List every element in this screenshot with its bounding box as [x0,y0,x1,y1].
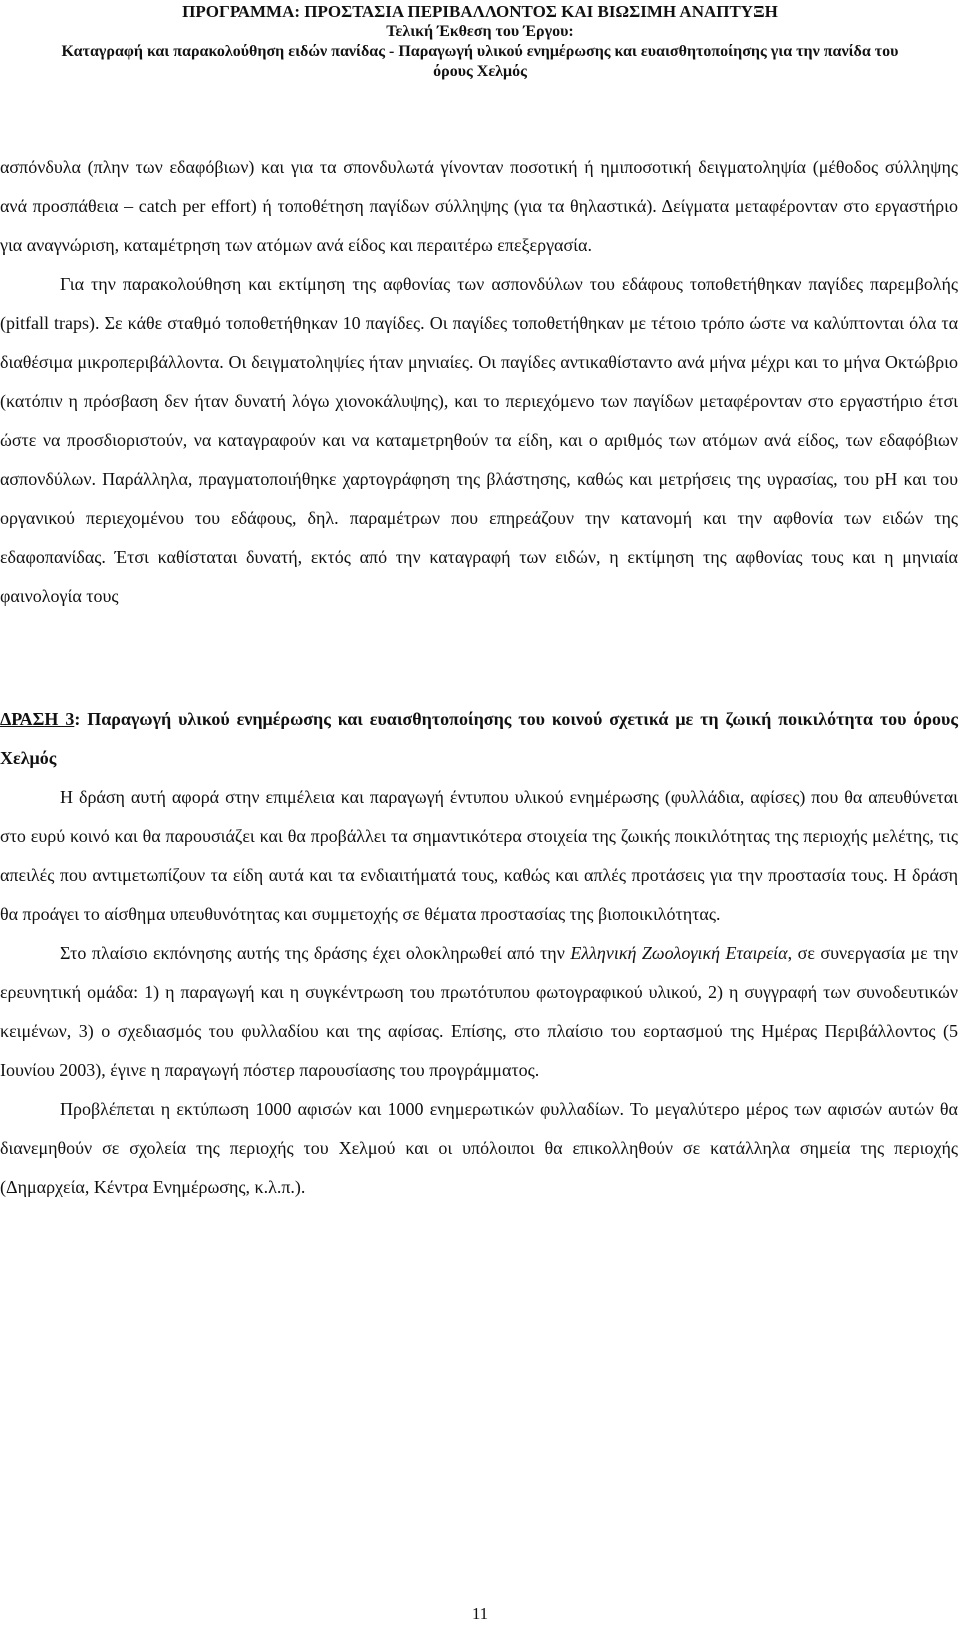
paragraph-3: Η δράση αυτή αφορά στην επιμέλεια και παραγωγή έντυπου υλικού ενημέρωσης (φυλλάδια, αφίσες) που θα απευθύνεται στο ευρύ κοινό και θα παρουσιάζει και θα προβάλλει τα σημαντικότερα στοιχεία της ζωικής ποικιλότητας της περιοχής μελέτης, τις απειλές που αντιμετωπίζουν τα είδη αυτά και τα ενδιαιτήματά τους, καθώς και απλές προτάσεις για την προστασία τους. Η δράση θα προάγει το αίσθημα υπευθυνότητας και συμμετοχής σε θέματα προστασίας της βιοποικιλότητας. [0,787,958,924]
section-spacer [0,616,958,700]
paragraph-1: ασπόνδυλα (πλην των εδαφόβιων) και για τα σπονδυλωτά γίνονταν ποσοτική ή ημιποσοτική δειγματοληψία (μέθοδος σύλληψης ανά προσπάθεια – catch per effort) ή τοποθέτηση παγίδων σύλληψης (για τα θηλαστικά). Δείγματα μεταφέρονταν στο εργαστήριο για αναγνώριση, καταμέτρηση των ατόμων ανά είδος και περαιτέρω επεξεργασία. [0,157,958,255]
header-program-title: ΠΡΟΓΡΑΜΜΑ: ΠΡΟΣΤΑΣΙΑ ΠΕΡΙΒΑΛΛΟΝΤΟΣ ΚΑΙ ΒΙΩΣΙΜΗ ΑΝΑΠΤΥΞΗ [182,2,778,21]
paragraph-5: Προβλέπεται η εκτύπωση 1000 αφισών και 1000 ενημερωτικών φυλλαδίων. Το μεγαλύτερο μέρος των αφισών αυτών θα διανεμηθούν σε σχολεία της περιοχής του Χελμού και οι υπόλοιποι θα επικολληθούν σε κατάλληλα σημεία της περιοχής (Δημαρχεία, Κέντρα Ενημέρωσης, κ.λ.π.). [0,1099,958,1197]
section-heading-label: ΔΡΑΣΗ 3 [0,709,75,729]
page-number: 11 [471,1604,489,1623]
header-project-title-cont: όρους Χελμός [433,63,527,80]
organization-name: Ελληνική Ζωολογική Εταιρεία [570,943,788,963]
section-heading-text: : Παραγωγή υλικού ενημέρωσης και ευαισθητοποίησης του κοινού σχετικά με τη ζωική ποικιλότητα του όρους Χελμός [0,709,958,768]
header-project-title: Καταγραφή και παρακολούθηση ειδών πανίδας - Παραγωγή υλικού ενημέρωσης και ευαισθητοποίησης για την πανίδα του [61,43,899,60]
paragraph-4-start: Στο πλαίσιο εκπόνησης αυτής της δράσης έχει ολοκληρωθεί από την [60,943,571,963]
section-heading [0,700,958,778]
paragraph-4 [0,934,958,1090]
document-body [0,148,958,1207]
paragraph-4-end: , σε συνεργασία με την ερευνητική ομάδα: 1) η παραγωγή και η συγκέντρωση του πρωτότυπου φωτογραφικού υλικού, 2) η συγγραφή των συνοδευτικών κειμένων, 3) ο σχεδιασμός του φυλλαδίου και της αφίσας. Επίσης, στο πλαίσιο του εορτασμού της Ημέρας Περιβάλλοντος (5 Ιουνίου 2003), έγινε η παραγωγή πόστερ παρουσίασης του προγράμματος. [0,943,959,1080]
header-report-title: Τελική Έκθεση του Έργου: [386,23,574,40]
paragraph-2: Για την παρακολούθηση και εκτίμηση της αφθονίας των ασπονδύλων του εδάφους τοποθετήθηκαν παγίδες παρεμβολής (pitfall traps). Σε κάθε σταθμό τοποθετήθηκαν 10 παγίδες. Οι παγίδες τοποθετήθηκαν με τέτοιο τρόπο ώστε να καλύπτονται όλα τα διαθέσιμα μικροπεριβάλλοντα. Οι δειγματοληψίες ήταν μηνιαίες. Οι παγίδες αντικαθίσταντο ανά μήνα μέχρι και το μήνα Οκτώβριο (κατόπιν η πρόσβαση δεν ήταν δυνατή λόγω χιονοκάλυψης), και το περιεχόμενο των παγίδων μεταφέρονταν στο εργαστήριο έτσι ώστε να προσδιοριστούν, να καταγραφούν και να καταμετρηθούν τα είδη, και ο αριθμός των ατόμων ανά είδος, των εδαφόβιων ασπονδύλων. Παράλληλα, πραγματοποιήθηκε χαρτογράφηση της βλάστησης, καθώς και μετρήσεις της υγρασίας, του pH και του οργανικού περιεχομένου του εδάφους, δηλ. παραμέτρων που επηρεάζουν την κατανομή και την αφθονία των ειδών της εδαφοπανίδας. Έτσι καθίσταται δυνατή, εκτός από την καταγραφή των ειδών, η εκτίμηση της αφθονίας τους και η μηνιαία φαινολογία τους [0,274,958,606]
page-header [0,2,960,82]
